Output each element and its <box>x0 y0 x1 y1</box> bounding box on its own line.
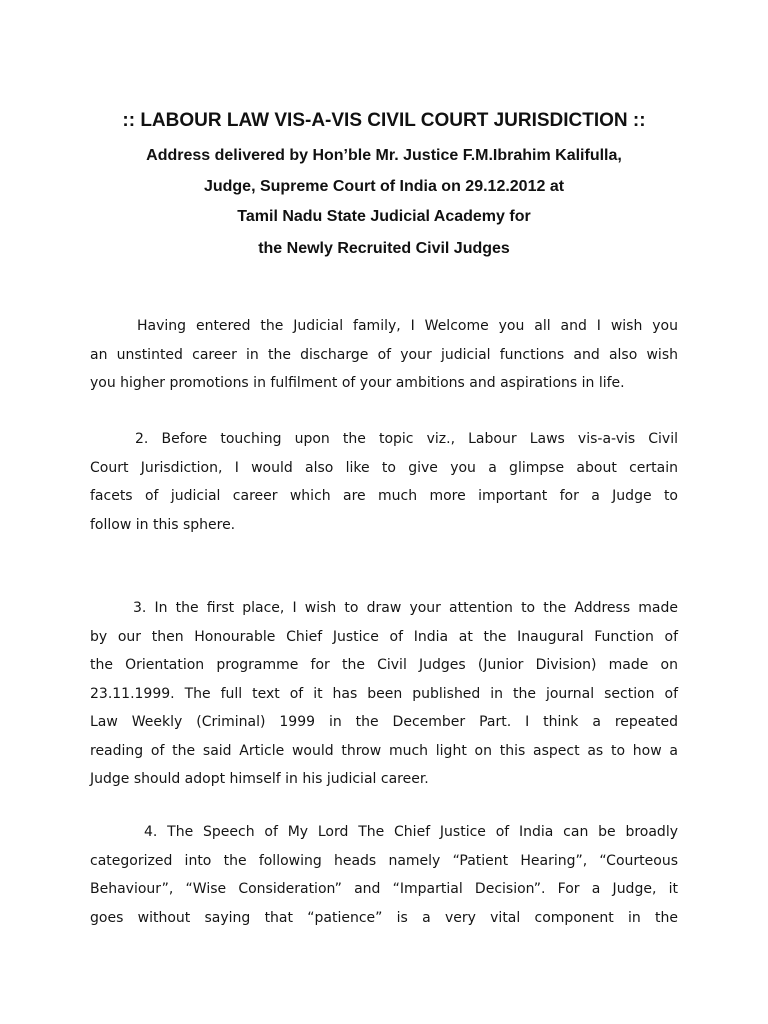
paragraph-line: 2. Before touching upon the topic viz., Labour Laws vis-a-vis Civil <box>135 431 678 447</box>
paragraph-line: follow in this sphere. <box>90 516 236 533</box>
paragraph-4 <box>90 818 678 932</box>
paragraph-line: 23.11.1999. The full text of it has been published in the journal section of <box>90 685 678 702</box>
paragraph-line: an unstinted career in the discharge of your judicial functions and also wish <box>90 346 678 363</box>
subtitle-line-2: Judge, Supreme Court of India on 29.12.2012 at <box>203 178 565 195</box>
subtitle-line-4: the Newly Recruited Civil Judges <box>258 240 510 257</box>
paragraph-3 <box>90 594 678 794</box>
subtitle-line-3: Tamil Nadu State Judicial Academy for <box>237 208 531 225</box>
paragraph-line: 3. In the first place, I wish to draw your attention to the Address made <box>133 600 678 616</box>
paragraph-line: categorized into the following heads namely “Patient Hearing”, “Courteous <box>90 852 678 869</box>
paragraph-line: reading of the said Article would throw much light on this aspect as to how a <box>90 742 678 759</box>
paragraph-2 <box>90 425 678 539</box>
paragraph-line: the Orientation programme for the Civil Judges (Junior Division) made on <box>90 657 678 673</box>
page-title: :: LABOUR LAW VIS-A-VIS CIVIL COURT JURISDICTION :: <box>122 110 646 131</box>
paragraph-line: Law Weekly (Criminal) 1999 in the December Part. I think a repeated <box>90 714 678 730</box>
paragraph-line: Behaviour”, “Wise Consideration” and “Impartial Decision”. For a Judge, it <box>90 881 678 897</box>
paragraph-line: you higher promotions in fulfilment of your ambitions and aspirations in life. <box>90 375 625 391</box>
subtitle-line-1: Address delivered by Hon’ble Mr. Justice F.M.Ibrahim Kalifulla, <box>146 147 622 164</box>
paragraph-1 <box>90 312 678 398</box>
paragraph-line: Court Jurisdiction, I would also like to give you a glimpse about certain <box>90 459 678 476</box>
paragraph-line: by our then Honourable Chief Justice of India at the Inaugural Function of <box>90 628 678 645</box>
paragraph-line: goes without saying that “patience” is a very vital component in the <box>90 909 678 926</box>
paragraph-line: Judge should adopt himself in his judicial career. <box>90 771 429 787</box>
paragraph-line: 4. The Speech of My Lord The Chief Justice of India can be broadly <box>144 824 678 840</box>
paragraph-line: facets of judicial career which are much more important for a Judge to <box>90 488 678 504</box>
paragraph-line: Having entered the Judicial family, I Welcome you all and I wish you <box>137 318 678 334</box>
